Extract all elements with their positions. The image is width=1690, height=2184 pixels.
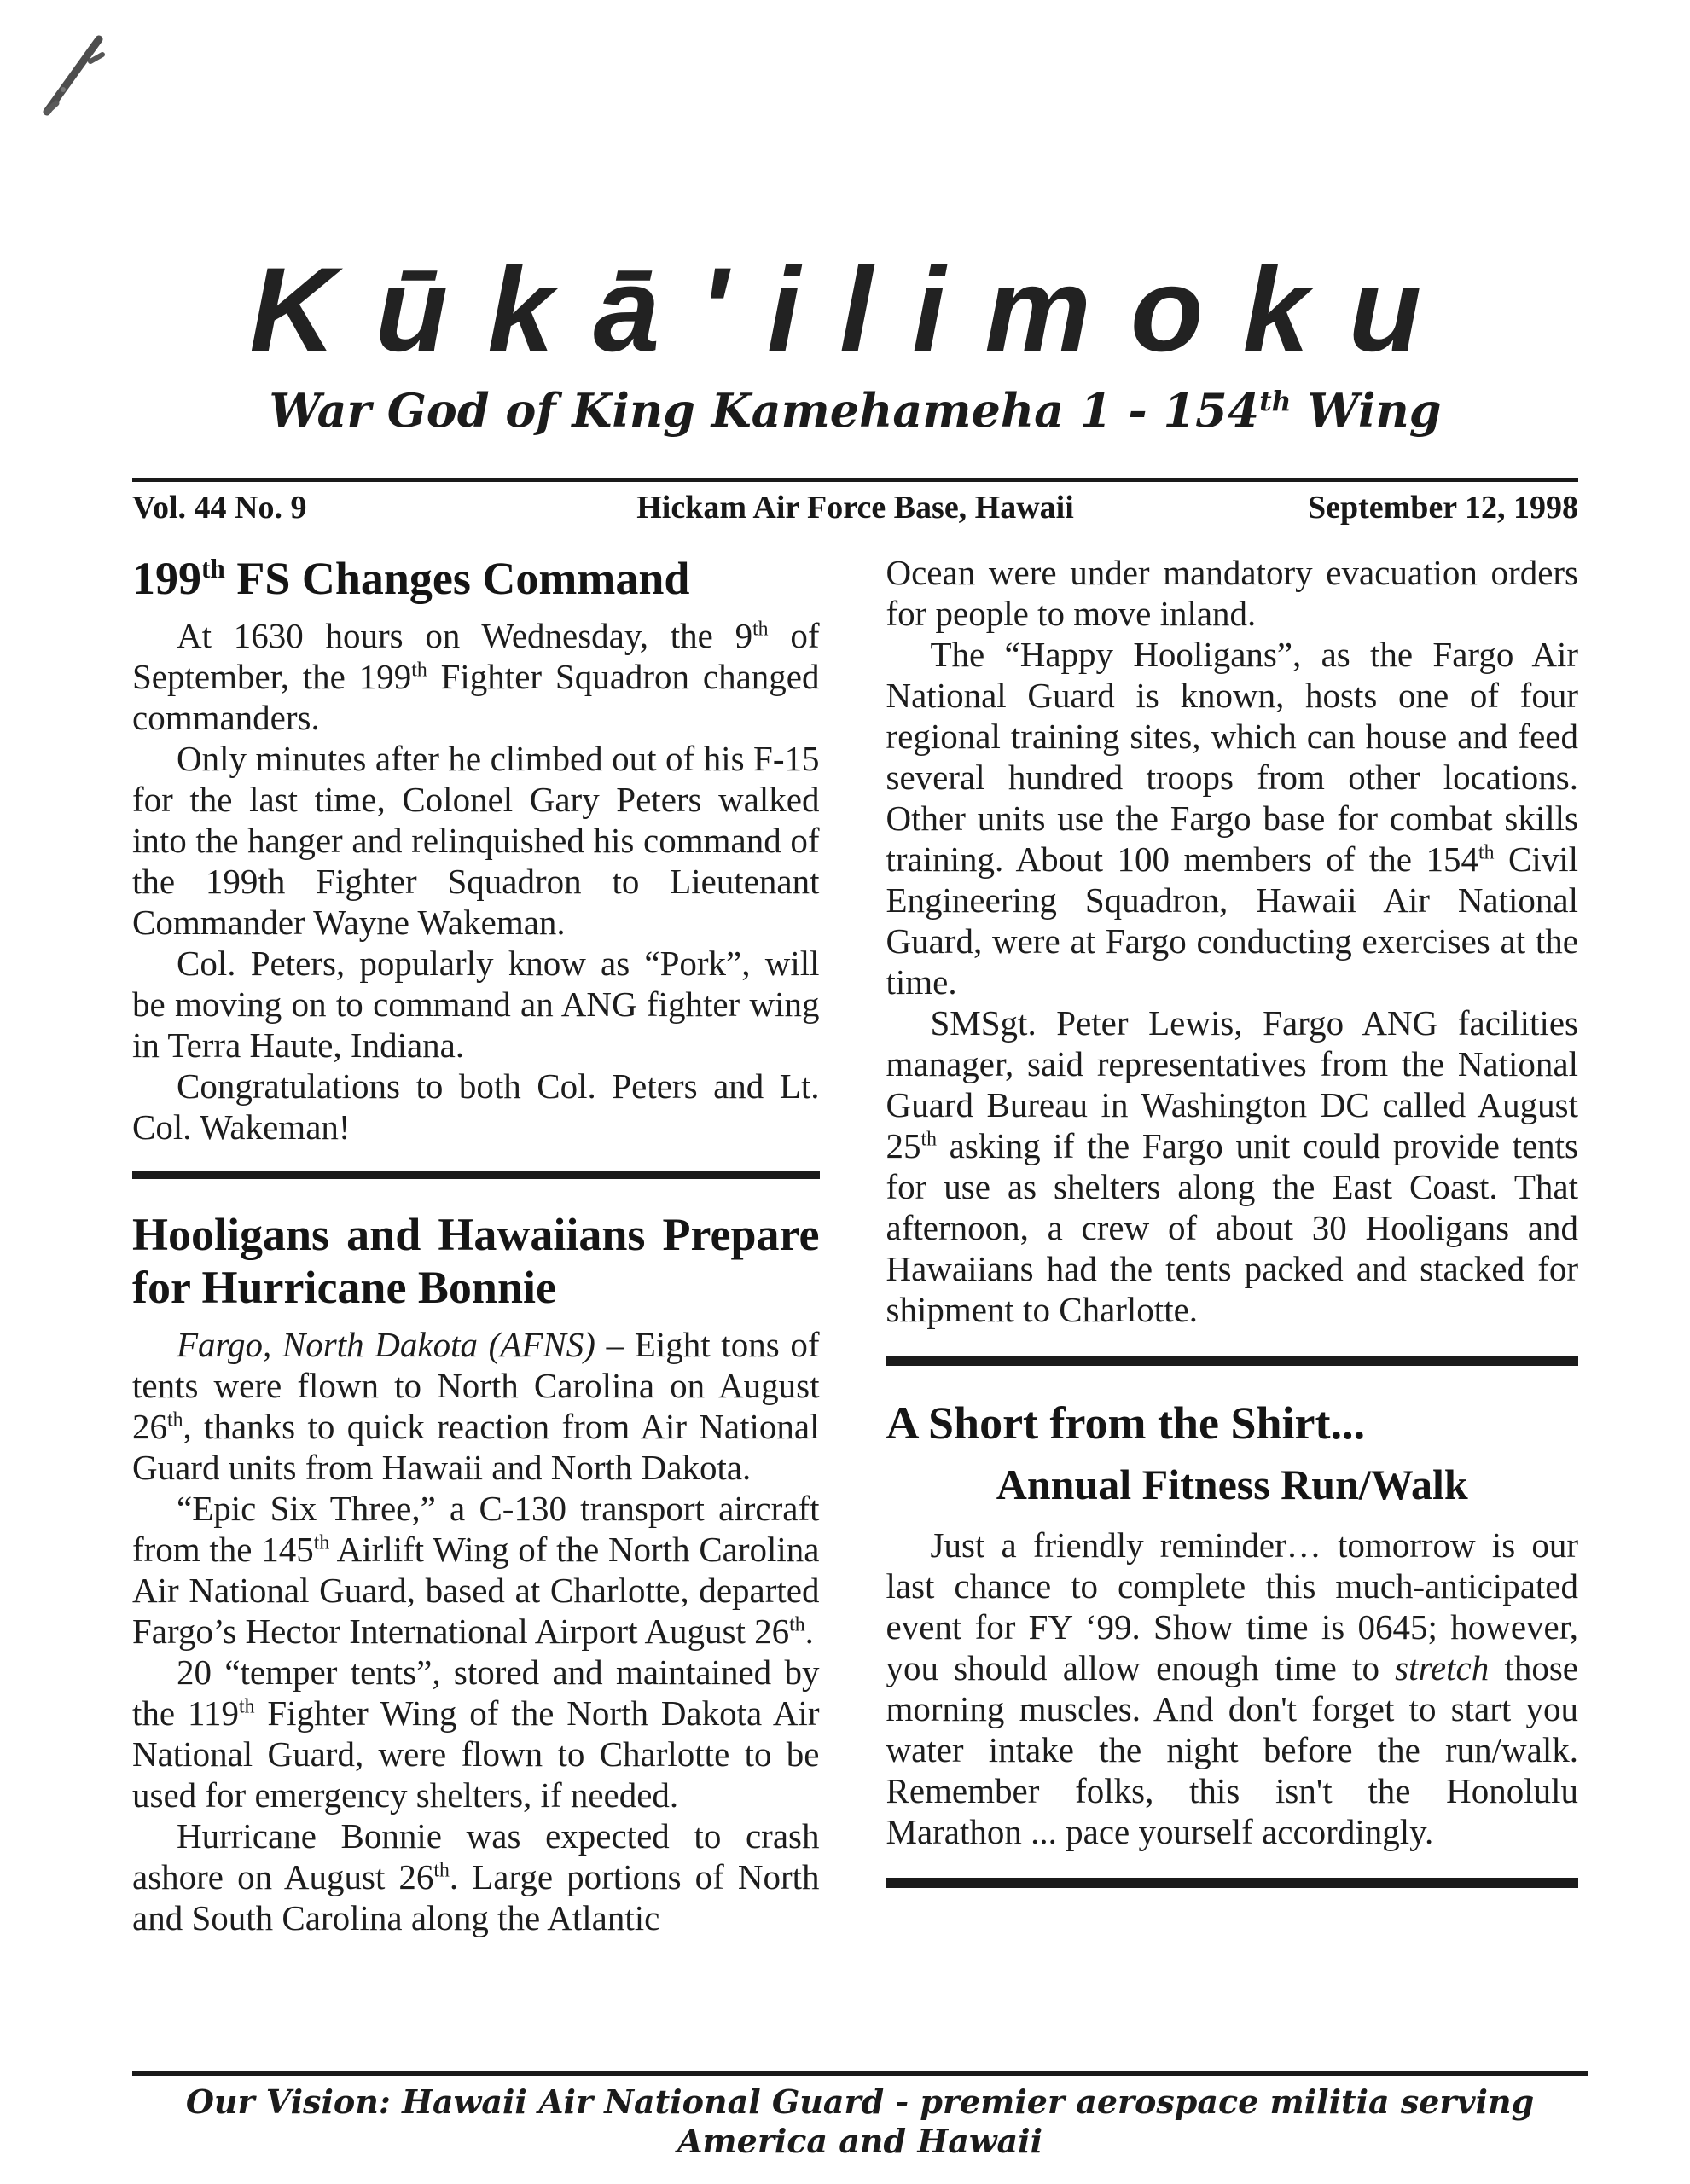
newsletter-subtitle: War God of King Kamehameha 1 - 154th Wing <box>269 383 1442 438</box>
dateline <box>132 482 1578 526</box>
pen-mark <box>26 21 154 149</box>
footer <box>132 2071 1588 2161</box>
article-fs-changes-command <box>132 552 820 1147</box>
paragraph: Congratulations to both Col. Peters and Lt. Col. Wakeman! <box>132 1066 820 1147</box>
paragraph: Hurricane Bonnie was expected to crash ashore on August 26th. Large portions of North and South Carolina along the Atlantic <box>132 1816 820 1937</box>
article-subhead: Annual Fitness Run/Walk <box>996 1461 1468 1508</box>
article-divider-rule <box>886 1878 1579 1888</box>
article-headline: 199th FS Changes Command <box>132 553 690 604</box>
article-short-from-the-shirt <box>886 1397 1579 1852</box>
paragraph: 20 “temper tents”, stored and maintained by the 119th Fighter Wing of the North Dakota Air National Guard, were flown to Charlotte to be used for emergency shelters, if needed. <box>132 1653 820 1815</box>
right-column <box>886 552 1579 1938</box>
article-divider-rule <box>886 1356 1579 1366</box>
article-hooligans-continued <box>886 552 1579 1330</box>
paragraph: At 1630 hours on Wednesday, the 9th of September, the 199th Fighter Squadron changed commanders. <box>132 616 820 737</box>
vision-statement: Our Vision: Hawaii Air National Guard - premier aerospace militia serving America and Hawaii <box>185 2082 1535 2160</box>
article-headline: Hooligans and Hawaiians Prepare for Hurricane Bonnie <box>132 1209 820 1313</box>
left-column <box>132 552 820 1938</box>
masthead <box>132 0 1578 438</box>
volume-label: Vol. 44 No. 9 <box>132 490 307 526</box>
article-headline: A Short from the Shirt... <box>886 1397 1365 1449</box>
content-columns <box>132 552 1578 1938</box>
location-label: Hickam Air Force Base, Hawaii <box>636 490 1074 526</box>
paragraph: The “Happy Hooligans”, as the Fargo Air National Guard is known, hosts one of four regional training sites, which can house and feed several hundred troops from other locations. Other units use the Fargo base for combat skills training. About 100 members of the 154th Civil Engineering Squadron, Hawaii Air National Guard, were at Fargo conducting exercises at the time. <box>886 635 1578 1002</box>
paragraph: “Epic Six Three,” a C-130 transport aircraft from the 145th Airlift Wing of the North Carolina Air National Guard, based at Charlotte, departed Fargo’s Hector International Airport August 26th. <box>132 1489 820 1651</box>
article-divider-rule <box>132 1171 820 1179</box>
paragraph: Only minutes after he climbed out of his F-15 for the last time, Colonel Gary Peters walked into the hanger and relinquished his command of the 199th Fighter Squadron to Lieutenant Commander Wayne Wakeman. <box>132 739 820 942</box>
article-hooligans-hawaiians <box>132 1208 820 1938</box>
newsletter-title: Kūkā'ilimoku <box>249 242 1461 376</box>
paragraph: SMSgt. Peter Lewis, Fargo ANG facilities manager, said representatives from the National Guard Bureau in Washington DC called August 25th asking if the Fargo unit could provide tents for use as shelters along the East Coast. That afternoon, a crew of about 30 Hooligans and Hawaiians had the tents packed and stacked for shipment to Charlotte. <box>886 1003 1578 1329</box>
paragraph: Ocean were under mandatory evacuation orders for people to move inland. <box>886 553 1578 633</box>
paragraph: Col. Peters, popularly know as “Pork”, will be moving on to command an ANG fighter wing in Terra Haute, Indiana. <box>132 944 820 1065</box>
date-label: September 12, 1998 <box>1308 490 1578 526</box>
paragraph: Fargo, North Dakota (AFNS) – Eight tons of tents were flown to North Carolina on August 26th, thanks to quick reaction from Air National Guard units from Hawaii and North Dakota. <box>132 1325 820 1487</box>
paragraph: Just a friendly reminder… tomorrow is our last chance to complete this much-anticipated event for FY ‘99. Show time is 0645; however, you should allow enough time to stretch those morning muscles. And don't forget to start you water intake the night before the run/walk. Remember folks, this isn't the Honolulu Marathon ... pace yourself accordingly. <box>886 1525 1578 1851</box>
